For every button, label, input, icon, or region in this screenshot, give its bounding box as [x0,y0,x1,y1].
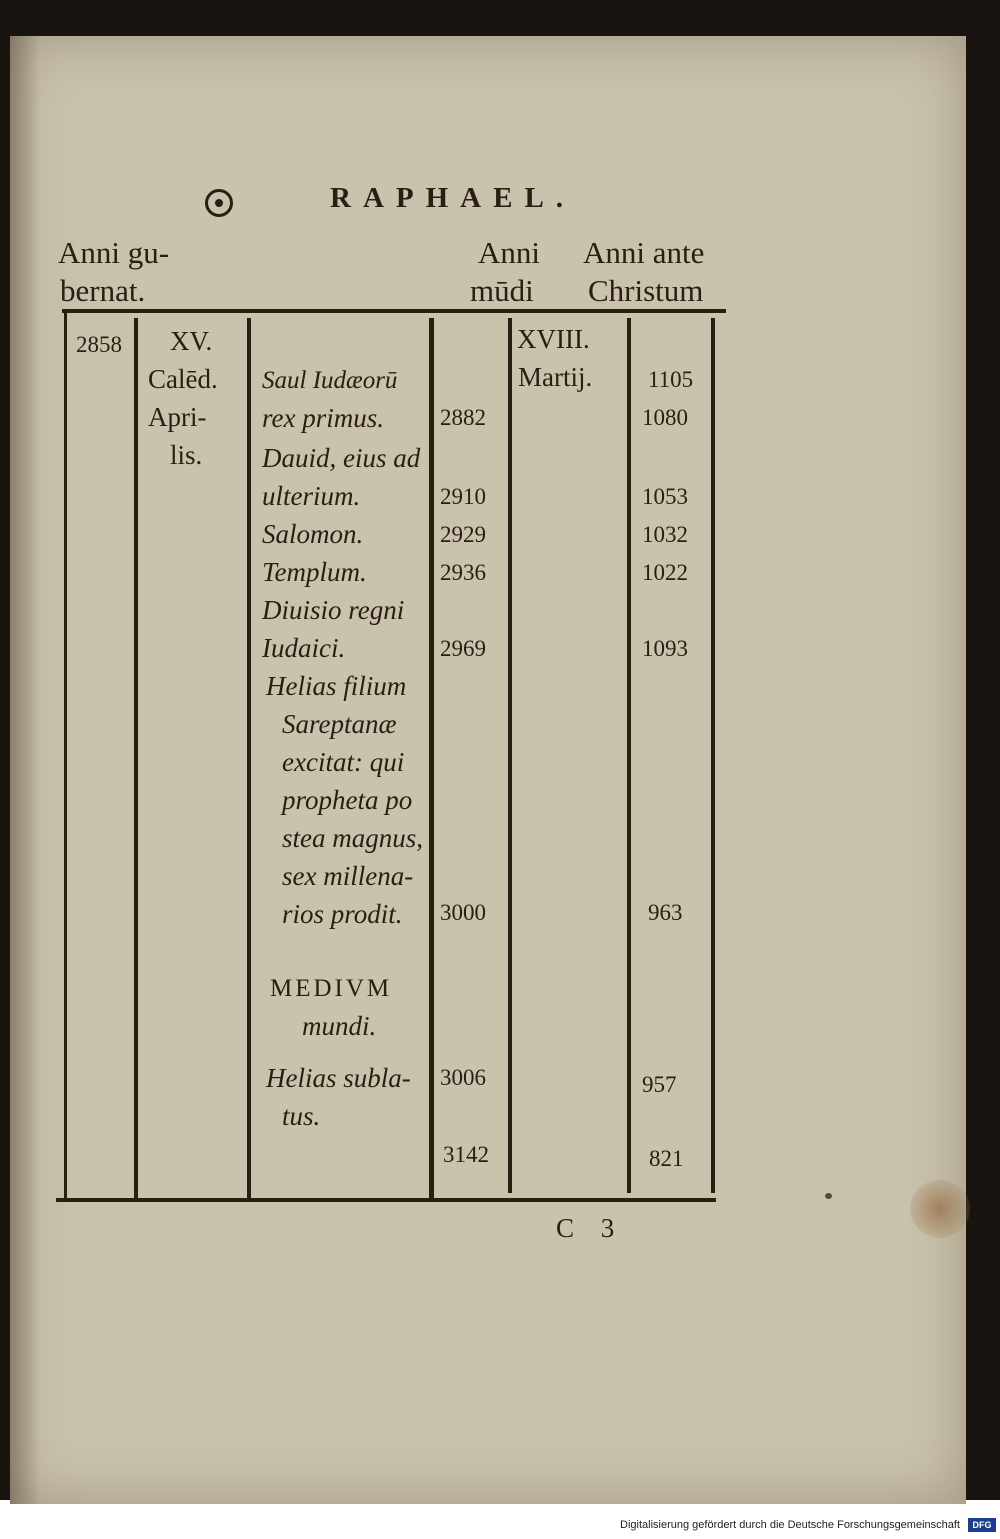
christ-year: 1105 [648,367,694,392]
col-rule-7 [711,318,715,1193]
table-top-rule [62,309,726,313]
mundi-year: 3142 [443,1142,489,1167]
christ-year: 1032 [642,522,688,547]
event-text: rex primus. [262,403,384,433]
digitization-credit: Digitalisierung gefördert durch die Deutsche Forschungsgemeinschaft [620,1519,960,1531]
christ-year: 957 [642,1072,677,1097]
signature-mark: C 3 [556,1213,615,1243]
mundi-year: 3006 [440,1065,486,1090]
page-shadow [10,36,40,1504]
christ-year: 1022 [642,560,688,585]
event-text: excitat: qui [282,747,405,777]
header-anni-gubernat-2: bernat. [60,273,146,308]
mundi-year: 2882 [440,405,486,430]
paper-stain [910,1180,970,1238]
header-anni-mundi-1: Anni [478,235,540,270]
col-rule-3 [247,318,251,1198]
event-text: sex millena- [282,861,414,891]
header-anni-mundi-2: mūdi [470,273,534,308]
date-left-line: Apri- [148,402,207,432]
event-text: Templum. [262,557,367,587]
header-anni-gubernat-1: Anni gu- [58,235,170,270]
header-anni-ante-christum-2: Christum [588,273,704,308]
event-text: Salomon. [262,519,364,549]
col-rule-4 [429,318,434,1198]
event-text: Dauid, eius ad [262,443,421,473]
event-text: Helias subla- [266,1063,411,1093]
mundi-year: 2929 [440,522,486,547]
date-left-line: XV. [170,326,213,356]
event-text: Helias filium [266,671,407,701]
christ-year: 1080 [642,405,688,430]
col-rule-2 [134,318,138,1198]
mundi-year: 3000 [440,900,486,925]
page-title: RAPHAEL. [330,182,576,214]
event-text: ulterium. [262,481,361,511]
event-text: rios prodit. [282,899,403,929]
event-text: mundi. [302,1011,377,1041]
date-left-line: lis. [170,440,203,470]
event-text: Diuisio regni [262,595,405,625]
gov-year: 2858 [76,332,122,357]
christ-year: 963 [648,900,683,925]
christ-year: 821 [649,1146,684,1171]
date-right-line: XVIII. [517,324,590,354]
mundi-year: 2969 [440,636,486,661]
col-rule-1 [64,313,67,1198]
mundi-year: 2910 [440,484,486,509]
event-text: propheta po [282,785,413,815]
table-bottom-rule [56,1198,716,1202]
event-text: Sareptanæ [282,709,397,739]
col-rule-5 [508,318,512,1193]
christ-year: 1053 [642,484,688,509]
header-anni-ante-christum-1: Anni ante [583,235,705,270]
event-text: Iudaici. [262,633,346,663]
event-text-medium: MEDIVM [270,975,393,1002]
date-right-line: Martij. [518,362,593,392]
date-left-line: Calēd. [148,364,218,394]
ornament-circle-icon [205,189,233,217]
event-text: tus. [282,1101,321,1131]
event-text: Saul Iudæorū [262,367,398,394]
dfg-logo: DFG [968,1518,996,1532]
col-rule-6 [627,318,631,1193]
christ-year: 1093 [642,636,688,661]
ink-speck [825,1193,832,1199]
mundi-year: 2936 [440,560,486,585]
event-text: stea magnus, [282,823,423,853]
